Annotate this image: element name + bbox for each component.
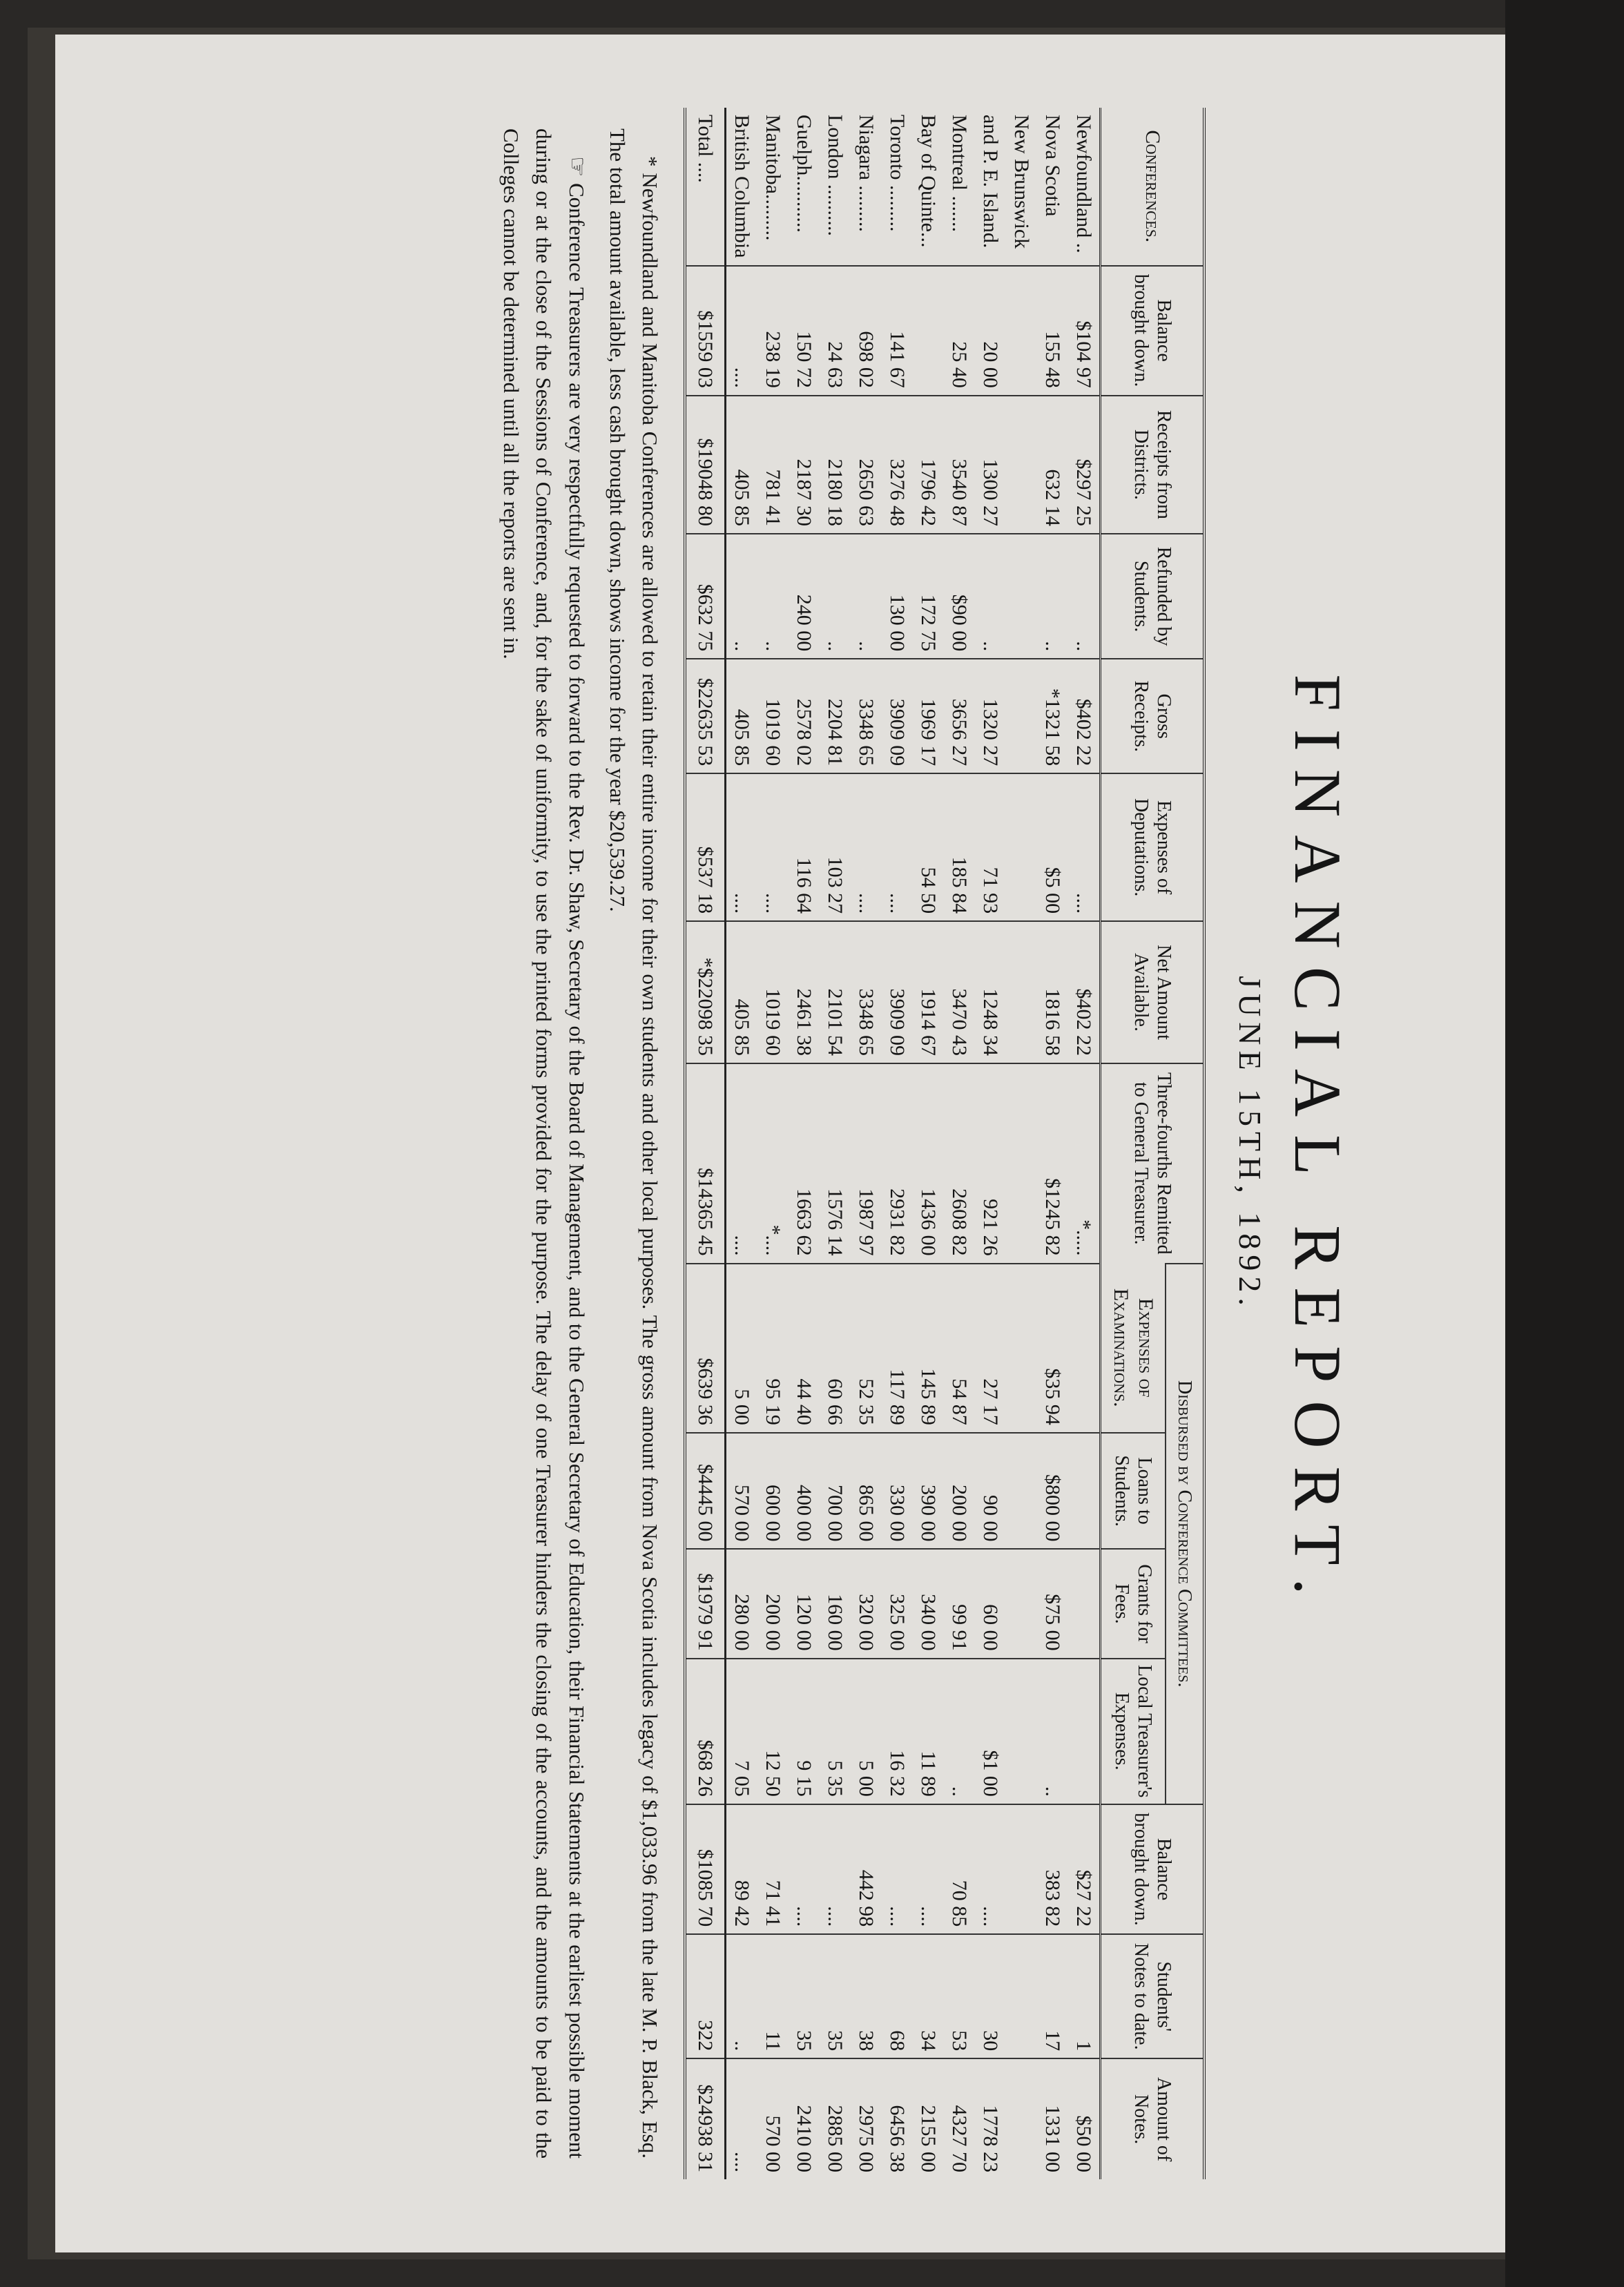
table-row xyxy=(1068,108,1101,2179)
total-net: *$22098 35 xyxy=(685,921,726,1063)
cell-tf: 1576 14 xyxy=(820,1063,851,1264)
table-row xyxy=(882,108,913,2179)
total-loans: $4445 00 xyxy=(685,1433,726,1550)
cell-dep: .... xyxy=(882,773,913,921)
col-loans: Loans to Students. xyxy=(1100,1433,1166,1550)
cell-tf: 921 26 xyxy=(975,1063,1006,1264)
cell-amt: 6456 38 xyxy=(882,2058,913,2179)
cell-ref: 172 75 xyxy=(913,534,944,659)
cell-local: 11 89 xyxy=(913,1659,944,1804)
col-conferences: Conferences. xyxy=(1100,108,1204,266)
cell-loans: 90 00 xyxy=(975,1433,1006,1550)
cell-exam: 54 87 xyxy=(944,1264,975,1433)
col-deputations: Expenses of Deputations. xyxy=(1100,773,1204,921)
cell-tf: 1663 62 xyxy=(789,1063,820,1264)
cell-name: Montreal ....... xyxy=(947,115,971,232)
cell-local xyxy=(1006,1659,1037,1804)
cell-name: Manitoba......... xyxy=(761,115,784,241)
col-notes-to-date: Students' Notes to date. xyxy=(1100,1934,1204,2058)
total-tf: $14365 45 xyxy=(685,1063,726,1264)
report-date: JUNE 15TH, 1892. xyxy=(1232,976,1268,1311)
cell-rec xyxy=(1006,396,1037,534)
col-receipts: Receipts from Districts. xyxy=(1100,396,1204,534)
cell-grants: 99 91 xyxy=(944,1549,975,1658)
instruction-text: Conference Treasurers are very respectfully requested to forward to the Rev. Dr. Shaw, Secretary of the Board of Management, and to the General Secretary of Education, their Financial Statements at the earliest possible moment during or at the close of the Sessions of Conference, and, for the sake of uniformity, to use the printed forms provided for the purpose. The delay of one Treasurer hinders the closing of the accounts, and the amounts to be paid to the Colleges cannot be determined until all the reports are sent in. xyxy=(499,128,589,2159)
cell-loans: 700 00 xyxy=(820,1433,851,1550)
col-gross: Gross Receipts. xyxy=(1100,659,1204,773)
cell-net: 1816 58 xyxy=(1037,921,1068,1063)
cell-notes: 34 xyxy=(913,1934,944,2058)
cell-loans: 390 00 xyxy=(913,1433,944,1550)
cell-bal2: .... xyxy=(913,1804,944,1934)
cell-name: Bay of Quinte... xyxy=(916,115,940,248)
cell-dep: .... xyxy=(725,773,757,921)
cell-amt xyxy=(1006,2058,1037,2179)
cell-tf: 2931 82 xyxy=(882,1063,913,1264)
cell-name: Guelph........... xyxy=(792,115,815,233)
cell-gross: 1969 17 xyxy=(913,659,944,773)
table-row xyxy=(1006,108,1037,2179)
pointing-hand-icon: ☞ xyxy=(563,156,590,177)
cell-net: 1248 34 xyxy=(975,921,1006,1063)
cell-tf: 1436 00 xyxy=(913,1063,944,1264)
cell-dep: .... xyxy=(1068,773,1101,921)
cell-bal2: 70 85 xyxy=(944,1804,975,1934)
cell-ref: 130 00 xyxy=(882,534,913,659)
cell-exam: 44 40 xyxy=(789,1264,820,1433)
total-rec: $19048 80 xyxy=(685,396,726,534)
cell-dep: 71 93 xyxy=(975,773,1006,921)
table-row xyxy=(944,108,975,2179)
cell-dep: 116 64 xyxy=(789,773,820,921)
cell-tf: .... xyxy=(725,1063,757,1264)
cell-bal: 150 72 xyxy=(789,266,820,396)
cell-ref: $90 00 xyxy=(944,534,975,659)
cell-loans xyxy=(1006,1433,1037,1550)
cell-notes: 68 xyxy=(882,1934,913,2058)
total-local: $68 26 xyxy=(685,1659,726,1804)
cell-dep: 103 27 xyxy=(820,773,851,921)
cell-gross: 405 85 xyxy=(725,659,757,773)
table-row xyxy=(757,108,789,2179)
cell-gross: 1019 60 xyxy=(757,659,789,773)
cell-amt: .... xyxy=(725,2058,757,2179)
cell-grants: 340 00 xyxy=(913,1549,944,1658)
facing-page-edge xyxy=(1505,0,1624,2287)
table-row xyxy=(820,108,851,2179)
col-balance-down-2: Balance brought down. xyxy=(1100,1804,1204,1934)
cell-bal2: 71 41 xyxy=(757,1804,789,1934)
cell-dep: 185 84 xyxy=(944,773,975,921)
cell-exam: 5 00 xyxy=(725,1264,757,1433)
cell-bal: .... xyxy=(725,266,757,396)
notes-section xyxy=(495,108,666,2179)
cell-bal: 24 63 xyxy=(820,266,851,396)
total-row xyxy=(685,108,726,2179)
cell-grants: 160 00 xyxy=(820,1549,851,1658)
cell-loans: 200 00 xyxy=(944,1433,975,1550)
cell-tf: 2608 82 xyxy=(944,1063,975,1264)
cell-notes: 53 xyxy=(944,1934,975,2058)
cell-bal: 25 40 xyxy=(944,266,975,396)
cell-rec: 3540 87 xyxy=(944,396,975,534)
cell-gross: 3348 65 xyxy=(851,659,882,773)
table-row xyxy=(789,108,820,2179)
cell-amt: 2410 00 xyxy=(789,2058,820,2179)
cell-dep: .... xyxy=(757,773,789,921)
cell-amt: 2885 00 xyxy=(820,2058,851,2179)
cell-ref: .. xyxy=(975,534,1006,659)
table-row xyxy=(725,108,757,2179)
cell-loans: $800 00 xyxy=(1037,1433,1068,1550)
cell-bal2: .... xyxy=(820,1804,851,1934)
report-sheet xyxy=(242,108,1382,2179)
total-bal2: $1085 70 xyxy=(685,1804,726,1934)
cell-rec: 405 85 xyxy=(725,396,757,534)
total-notes: 322 xyxy=(685,1934,726,2058)
cell-local: 5 35 xyxy=(820,1659,851,1804)
cell-name: and P. E. Island. xyxy=(978,115,1002,249)
cell-notes: 35 xyxy=(820,1934,851,2058)
total-bal: $1559 03 xyxy=(685,266,726,396)
cell-bal2: .... xyxy=(975,1804,1006,1934)
cell-rec: 1300 27 xyxy=(975,396,1006,534)
cell-name: Niagara ......... xyxy=(854,115,878,232)
total-gross: $22635 53 xyxy=(685,659,726,773)
cell-net: 1914 67 xyxy=(913,921,944,1063)
cell-gross: 2204 81 xyxy=(820,659,851,773)
cell-grants: $75 00 xyxy=(1037,1549,1068,1658)
cell-notes: 35 xyxy=(789,1934,820,2058)
cell-dep: .... xyxy=(851,773,882,921)
financial-table xyxy=(684,108,1206,2179)
cell-net: $402 22 xyxy=(1068,921,1101,1063)
cell-tf: *..... xyxy=(1068,1063,1101,1264)
cell-notes: 38 xyxy=(851,1934,882,2058)
cell-rec: 2650 63 xyxy=(851,396,882,534)
cell-ref: .. xyxy=(820,534,851,659)
cell-net: 1019 60 xyxy=(757,921,789,1063)
cell-gross: $402 22 xyxy=(1068,659,1101,773)
cell-tf: $1245 82 xyxy=(1037,1063,1068,1264)
cell-local: 12 50 xyxy=(757,1659,789,1804)
cell-local: .. xyxy=(944,1659,975,1804)
cell-exam: $35 94 xyxy=(1037,1264,1068,1433)
total-name: Total .... xyxy=(685,108,726,266)
cell-rec: 2187 30 xyxy=(789,396,820,534)
cell-net xyxy=(1006,921,1037,1063)
cell-net: 3909 09 xyxy=(882,921,913,1063)
table-body xyxy=(685,108,1101,2179)
cell-ref: 240 00 xyxy=(789,534,820,659)
cell-gross: 1320 27 xyxy=(975,659,1006,773)
cell-notes xyxy=(1006,1934,1037,2058)
col-three-fourths: Three-fourths Remitted to General Treasurer. xyxy=(1100,1063,1204,1264)
table-row xyxy=(1037,108,1068,2179)
col-exam-expenses: Expenses of Examinations. xyxy=(1109,1288,1157,1407)
cell-net: 2461 38 xyxy=(789,921,820,1063)
cell-tf xyxy=(1006,1063,1037,1264)
cell-ref: .. xyxy=(725,534,757,659)
cell-grants: 325 00 xyxy=(882,1549,913,1658)
cell-local: 7 05 xyxy=(725,1659,757,1804)
cell-local: .. xyxy=(1037,1659,1068,1804)
cell-bal: 238 19 xyxy=(757,266,789,396)
cell-tf: *.... xyxy=(757,1063,789,1264)
cell-bal2: $27 22 xyxy=(1068,1804,1101,1934)
cell-bal xyxy=(1006,266,1037,396)
cell-rec: 1796 42 xyxy=(913,396,944,534)
cell-grants: 320 00 xyxy=(851,1549,882,1658)
cell-loans xyxy=(1068,1433,1101,1550)
cell-name: Newfoundland .. xyxy=(1072,115,1095,253)
col-refunded: Refunded by Students. xyxy=(1100,534,1204,659)
report-title: FINANCIAL REPORT. xyxy=(1281,674,1355,1613)
cell-name: London .......... xyxy=(823,115,847,236)
cell-rec: 781 41 xyxy=(757,396,789,534)
total-ref: $632 75 xyxy=(685,534,726,659)
cell-dep xyxy=(1006,773,1037,921)
cell-bal2 xyxy=(1006,1804,1037,1934)
cell-name: British Columbia xyxy=(730,115,753,258)
cell-bal2: .... xyxy=(789,1804,820,1934)
cell-net: 2101 54 xyxy=(820,921,851,1063)
table-row xyxy=(913,108,944,2179)
footnote: * Newfoundland and Manitoba Conferences are allowed to retain their entire income for their own students and other local purposes. The gross amount from Nova Scotia includes legacy of $1,033.96 from the late M. P. Black, Esq. The total amount available, less cash brought down, shows income for the year $20,539.27. xyxy=(606,128,662,2159)
cell-exam xyxy=(1068,1264,1101,1433)
cell-bal: 141 67 xyxy=(882,266,913,396)
cell-bal: 20 00 xyxy=(975,266,1006,396)
cell-grants: 120 00 xyxy=(789,1549,820,1658)
cell-grants xyxy=(1068,1549,1101,1658)
table-row xyxy=(975,108,1006,2179)
cell-notes: 17 xyxy=(1037,1934,1068,2058)
cell-bal2: .... xyxy=(882,1804,913,1934)
cell-exam: 60 66 xyxy=(820,1264,851,1433)
col-grants: Grants for Fees. xyxy=(1100,1549,1166,1658)
cell-name: Toronto ......... xyxy=(885,115,909,232)
cell-local: 9 15 xyxy=(789,1659,820,1804)
cell-tf: 1987 97 xyxy=(851,1063,882,1264)
cell-amt: 1778 23 xyxy=(975,2058,1006,2179)
cell-grants xyxy=(1006,1549,1037,1658)
cell-gross: 3656 27 xyxy=(944,659,975,773)
cell-gross xyxy=(1006,659,1037,773)
cell-gross: 3909 09 xyxy=(882,659,913,773)
cell-exam: 27 17 xyxy=(975,1264,1006,1433)
total-exam: $639 36 xyxy=(685,1264,726,1433)
cell-loans: 570 00 xyxy=(725,1433,757,1550)
cell-bal: 698 02 xyxy=(851,266,882,396)
cell-ref: .. xyxy=(1037,534,1068,659)
cell-local: 16 32 xyxy=(882,1659,913,1804)
cell-rec: 3276 48 xyxy=(882,396,913,534)
cell-bal2: 442 98 xyxy=(851,1804,882,1934)
cell-ref xyxy=(1006,534,1037,659)
total-dep: $537 18 xyxy=(685,773,726,921)
cell-notes: 30 xyxy=(975,1934,1006,2058)
cell-grants: 200 00 xyxy=(757,1549,789,1658)
cell-gross: 2578 02 xyxy=(789,659,820,773)
cell-dep: $5 00 xyxy=(1037,773,1068,921)
cell-amt: 1331 00 xyxy=(1037,2058,1068,2179)
cell-net: 405 85 xyxy=(725,921,757,1063)
total-grants: $1979 91 xyxy=(685,1549,726,1658)
cell-bal: 155 48 xyxy=(1037,266,1068,396)
col-balance-down: Balance brought down. xyxy=(1100,266,1204,396)
cell-ref: .. xyxy=(851,534,882,659)
cell-loans: 330 00 xyxy=(882,1433,913,1550)
cell-loans: 600 00 xyxy=(757,1433,789,1550)
cell-ref: .. xyxy=(1068,534,1101,659)
cell-rec: $297 25 xyxy=(1068,396,1101,534)
cell-bal2: 383 82 xyxy=(1037,1804,1068,1934)
cell-exam: 145 89 xyxy=(913,1264,944,1433)
cell-ref: .. xyxy=(757,534,789,659)
cell-bal xyxy=(913,266,944,396)
cell-gross: *1321 58 xyxy=(1037,659,1068,773)
cell-local xyxy=(1068,1659,1101,1804)
cell-notes: .. xyxy=(725,1934,757,2058)
total-amt: $24938 31 xyxy=(685,2058,726,2179)
cell-rec: 632 14 xyxy=(1037,396,1068,534)
cell-rec: 2180 18 xyxy=(820,396,851,534)
col-net: Net Amount Available. xyxy=(1100,921,1204,1063)
cell-exam: 52 35 xyxy=(851,1264,882,1433)
cell-local: 5 00 xyxy=(851,1659,882,1804)
cell-amt: 2975 00 xyxy=(851,2058,882,2179)
cell-notes: 1 xyxy=(1068,1934,1101,2058)
cell-net: 3470 43 xyxy=(944,921,975,1063)
cell-local: $1 00 xyxy=(975,1659,1006,1804)
cell-loans: 400 00 xyxy=(789,1433,820,1550)
cell-amt: 4327 70 xyxy=(944,2058,975,2179)
table-row xyxy=(851,108,882,2179)
cell-exam: 95 19 xyxy=(757,1264,789,1433)
cell-exam xyxy=(1006,1264,1037,1433)
cell-amt: 570 00 xyxy=(757,2058,789,2179)
cell-grants: 280 00 xyxy=(725,1549,757,1658)
col-local-treasurer: Local Treasurer's Expenses. xyxy=(1100,1659,1166,1804)
cell-notes: 11 xyxy=(757,1934,789,2058)
col-group-disbursed: Disbursed by Conference Committees. xyxy=(1166,1264,1205,1804)
cell-loans: 865 00 xyxy=(851,1433,882,1550)
cell-dep: 54 50 xyxy=(913,773,944,921)
cell-net: 3348 65 xyxy=(851,921,882,1063)
cell-amt: 2155 00 xyxy=(913,2058,944,2179)
cell-bal: $104 97 xyxy=(1068,266,1101,396)
cell-amt: $50 00 xyxy=(1068,2058,1101,2179)
col-amount-notes: Amount of Notes. xyxy=(1100,2058,1204,2179)
cell-name: New Brunswick xyxy=(1009,115,1033,249)
cell-grants: 60 00 xyxy=(975,1549,1006,1658)
cell-name: Nova Scotia xyxy=(1041,115,1064,217)
cell-bal2: 89 42 xyxy=(725,1804,757,1934)
cell-exam: 117 89 xyxy=(882,1264,913,1433)
instruction-note xyxy=(495,128,594,2159)
